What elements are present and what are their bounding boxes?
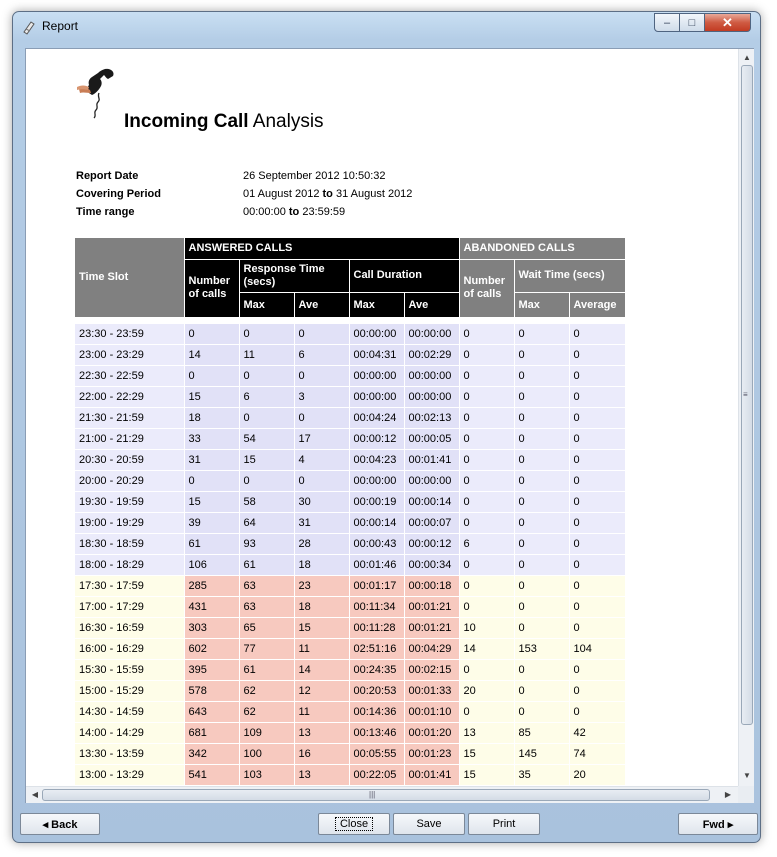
cell-response-ave: 11 bbox=[294, 701, 349, 722]
cell-abandoned-number: 0 bbox=[459, 575, 514, 596]
cell-time-slot: 14:30 - 14:59 bbox=[75, 701, 184, 722]
cell-abandoned-number: 20 bbox=[459, 680, 514, 701]
cell-response-max: 15 bbox=[239, 449, 294, 470]
cell-wait-average: 0 bbox=[569, 596, 625, 617]
meta-row bbox=[76, 185, 412, 203]
cell-abandoned-number: 0 bbox=[459, 407, 514, 428]
cell-response-max: 0 bbox=[239, 470, 294, 491]
meta-value-start: 26 September 2012 10:50:32 bbox=[243, 170, 386, 182]
cell-abandoned-number: 0 bbox=[459, 344, 514, 365]
cell-duration-ave: 00:00:00 bbox=[404, 470, 459, 491]
table-row bbox=[75, 743, 625, 764]
cell-abandoned-number: 0 bbox=[459, 554, 514, 575]
cell-duration-ave: 00:02:29 bbox=[404, 344, 459, 365]
cell-wait-average: 104 bbox=[569, 638, 625, 659]
cell-response-max: 64 bbox=[239, 512, 294, 533]
cell-abandoned-number: 0 bbox=[459, 596, 514, 617]
cell-wait-max: 145 bbox=[514, 743, 569, 764]
cell-duration-max: 00:01:46 bbox=[349, 554, 404, 575]
cell-wait-max: 0 bbox=[514, 449, 569, 470]
cell-response-ave: 0 bbox=[294, 365, 349, 386]
report-document bbox=[26, 49, 738, 786]
report-title-rest: Analysis bbox=[248, 111, 324, 132]
cell-duration-max: 00:04:23 bbox=[349, 449, 404, 470]
cell-response-max: 54 bbox=[239, 428, 294, 449]
vertical-scroll-thumb[interactable] bbox=[741, 65, 753, 725]
meta-value-start: 00:00:00 bbox=[243, 206, 289, 218]
cell-answered-number: 431 bbox=[184, 596, 239, 617]
meta-row bbox=[76, 203, 412, 221]
meta-value-joiner: to bbox=[288, 206, 300, 218]
print-button[interactable]: Print bbox=[468, 813, 540, 835]
cell-duration-max: 00:00:14 bbox=[349, 512, 404, 533]
col-header-abandoned-number: Number of calls bbox=[459, 259, 514, 317]
table-row bbox=[75, 617, 625, 638]
report-icon bbox=[21, 19, 37, 35]
cell-response-max: 0 bbox=[239, 407, 294, 428]
cell-response-ave: 14 bbox=[294, 659, 349, 680]
cell-response-ave: 28 bbox=[294, 533, 349, 554]
cell-time-slot: 19:00 - 19:29 bbox=[75, 512, 184, 533]
cell-duration-ave: 00:00:18 bbox=[404, 575, 459, 596]
cell-abandoned-number: 0 bbox=[459, 701, 514, 722]
col-header-response-max: Max bbox=[239, 292, 294, 317]
cell-abandoned-number: 6 bbox=[459, 533, 514, 554]
table-row bbox=[75, 512, 625, 533]
cell-wait-max: 0 bbox=[514, 470, 569, 491]
cell-time-slot: 22:00 - 22:29 bbox=[75, 386, 184, 407]
cell-duration-max: 00:20:53 bbox=[349, 680, 404, 701]
cell-response-max: 77 bbox=[239, 638, 294, 659]
close-icon: ✕ bbox=[722, 14, 733, 30]
cell-time-slot: 22:30 - 22:59 bbox=[75, 365, 184, 386]
cell-answered-number: 541 bbox=[184, 764, 239, 785]
cell-duration-ave: 00:00:34 bbox=[404, 554, 459, 575]
cell-time-slot: 21:00 - 21:29 bbox=[75, 428, 184, 449]
meta-value bbox=[243, 170, 386, 182]
cell-duration-max: 00:00:00 bbox=[349, 470, 404, 491]
cell-answered-number: 0 bbox=[184, 365, 239, 386]
cell-abandoned-number: 0 bbox=[459, 659, 514, 680]
cell-abandoned-number: 15 bbox=[459, 764, 514, 785]
cell-answered-number: 342 bbox=[184, 743, 239, 764]
cell-answered-number: 395 bbox=[184, 659, 239, 680]
cell-wait-average: 0 bbox=[569, 344, 625, 365]
table-row bbox=[75, 449, 625, 470]
cell-wait-max: 0 bbox=[514, 554, 569, 575]
cell-wait-average: 20 bbox=[569, 764, 625, 785]
header-abandoned-calls: ABANDONED CALLS bbox=[459, 238, 625, 259]
cell-wait-average: 0 bbox=[569, 323, 625, 344]
cell-wait-average: 0 bbox=[569, 680, 625, 701]
cell-response-max: 109 bbox=[239, 722, 294, 743]
table-row bbox=[75, 596, 625, 617]
cell-abandoned-number: 0 bbox=[459, 386, 514, 407]
cell-answered-number: 681 bbox=[184, 722, 239, 743]
cell-response-max: 63 bbox=[239, 596, 294, 617]
cell-duration-max: 00:13:46 bbox=[349, 722, 404, 743]
cell-response-max: 93 bbox=[239, 533, 294, 554]
table-body bbox=[75, 323, 625, 785]
col-header-response-time: Response Time (secs) bbox=[239, 259, 349, 292]
table-row bbox=[75, 407, 625, 428]
cell-abandoned-number: 0 bbox=[459, 449, 514, 470]
cell-duration-ave: 00:00:00 bbox=[404, 386, 459, 407]
cell-answered-number: 31 bbox=[184, 449, 239, 470]
cell-time-slot: 17:30 - 17:59 bbox=[75, 575, 184, 596]
col-header-wait-max: Max bbox=[514, 292, 569, 317]
cell-time-slot: 18:00 - 18:29 bbox=[75, 554, 184, 575]
report-viewer bbox=[25, 48, 754, 803]
horizontal-grip-icon: ||| bbox=[369, 790, 376, 799]
title-bar[interactable] bbox=[13, 12, 760, 42]
cell-duration-ave: 00:04:29 bbox=[404, 638, 459, 659]
cell-response-max: 61 bbox=[239, 659, 294, 680]
cell-duration-max: 00:05:55 bbox=[349, 743, 404, 764]
cell-abandoned-number: 0 bbox=[459, 323, 514, 344]
cell-response-ave: 18 bbox=[294, 554, 349, 575]
cell-duration-ave: 00:01:10 bbox=[404, 701, 459, 722]
cell-response-max: 100 bbox=[239, 743, 294, 764]
cell-duration-ave: 00:01:23 bbox=[404, 743, 459, 764]
cell-answered-number: 285 bbox=[184, 575, 239, 596]
cell-response-max: 62 bbox=[239, 701, 294, 722]
cell-time-slot: 15:00 - 15:29 bbox=[75, 680, 184, 701]
cell-time-slot: 16:30 - 16:59 bbox=[75, 617, 184, 638]
cell-time-slot: 13:00 - 13:29 bbox=[75, 764, 184, 785]
cell-response-ave: 12 bbox=[294, 680, 349, 701]
back-button[interactable]: ◂ Back bbox=[20, 813, 100, 835]
cell-duration-ave: 00:01:33 bbox=[404, 680, 459, 701]
cell-response-ave: 30 bbox=[294, 491, 349, 512]
cell-duration-max: 00:00:00 bbox=[349, 386, 404, 407]
cell-duration-max: 02:51:16 bbox=[349, 638, 404, 659]
cell-time-slot: 19:30 - 19:59 bbox=[75, 491, 184, 512]
cell-time-slot: 15:30 - 15:59 bbox=[75, 659, 184, 680]
cell-wait-average: 0 bbox=[569, 554, 625, 575]
cell-time-slot: 23:30 - 23:59 bbox=[75, 323, 184, 344]
cell-wait-average: 0 bbox=[569, 386, 625, 407]
cell-answered-number: 106 bbox=[184, 554, 239, 575]
cell-answered-number: 61 bbox=[184, 533, 239, 554]
scroll-corner bbox=[738, 786, 754, 803]
cell-answered-number: 15 bbox=[184, 491, 239, 512]
table-row bbox=[75, 575, 625, 596]
meta-value-start: 01 August 2012 bbox=[243, 188, 323, 200]
cell-response-ave: 4 bbox=[294, 449, 349, 470]
cell-wait-average: 0 bbox=[569, 449, 625, 470]
cell-wait-average: 0 bbox=[569, 512, 625, 533]
vertical-scrollbar[interactable] bbox=[738, 49, 754, 786]
cell-response-ave: 13 bbox=[294, 764, 349, 785]
cell-duration-ave: 00:00:05 bbox=[404, 428, 459, 449]
meta-value-end: 31 August 2012 bbox=[332, 188, 413, 200]
maximize-icon: □ bbox=[688, 16, 696, 29]
table-row bbox=[75, 764, 625, 785]
cell-response-ave: 6 bbox=[294, 344, 349, 365]
cell-answered-number: 643 bbox=[184, 701, 239, 722]
cell-duration-max: 00:11:28 bbox=[349, 617, 404, 638]
cell-wait-max: 0 bbox=[514, 491, 569, 512]
cell-response-ave: 0 bbox=[294, 470, 349, 491]
cell-response-max: 62 bbox=[239, 680, 294, 701]
cell-wait-max: 0 bbox=[514, 617, 569, 638]
cell-abandoned-number: 10 bbox=[459, 617, 514, 638]
cell-wait-max: 0 bbox=[514, 344, 569, 365]
cell-wait-max: 0 bbox=[514, 596, 569, 617]
window-title: Report bbox=[42, 19, 79, 33]
col-header-duration-ave: Ave bbox=[404, 292, 459, 317]
cell-duration-max: 00:00:00 bbox=[349, 323, 404, 344]
cell-duration-max: 00:11:34 bbox=[349, 596, 404, 617]
minimize-icon: – bbox=[663, 16, 671, 29]
cell-answered-number: 15 bbox=[184, 386, 239, 407]
report-meta bbox=[76, 167, 412, 221]
cell-time-slot: 13:30 - 13:59 bbox=[75, 743, 184, 764]
cell-duration-ave: 00:01:21 bbox=[404, 596, 459, 617]
report-title-bold: Incoming Call bbox=[124, 111, 249, 132]
cell-duration-ave: 00:00:00 bbox=[404, 365, 459, 386]
cell-response-max: 6 bbox=[239, 386, 294, 407]
cell-response-ave: 18 bbox=[294, 596, 349, 617]
table-row bbox=[75, 680, 625, 701]
cell-wait-max: 0 bbox=[514, 428, 569, 449]
meta-value bbox=[243, 206, 345, 218]
telephone-handset-icon bbox=[75, 67, 117, 119]
table-row bbox=[75, 491, 625, 512]
cell-duration-ave: 00:02:13 bbox=[404, 407, 459, 428]
cell-duration-max: 00:00:00 bbox=[349, 365, 404, 386]
cell-abandoned-number: 15 bbox=[459, 743, 514, 764]
horizontal-scrollbar[interactable] bbox=[26, 786, 738, 803]
cell-response-max: 65 bbox=[239, 617, 294, 638]
save-button[interactable]: Save bbox=[393, 813, 465, 835]
col-header-response-ave: Ave bbox=[294, 292, 349, 317]
cell-duration-ave: 00:02:15 bbox=[404, 659, 459, 680]
col-header-call-duration: Call Duration bbox=[349, 259, 459, 292]
cell-response-ave: 0 bbox=[294, 323, 349, 344]
cell-abandoned-number: 13 bbox=[459, 722, 514, 743]
cell-duration-max: 00:14:36 bbox=[349, 701, 404, 722]
close-window-button[interactable] bbox=[704, 13, 751, 32]
cell-duration-max: 00:04:31 bbox=[349, 344, 404, 365]
cell-time-slot: 16:00 - 16:29 bbox=[75, 638, 184, 659]
cell-response-max: 103 bbox=[239, 764, 294, 785]
cell-time-slot: 20:30 - 20:59 bbox=[75, 449, 184, 470]
horizontal-scroll-thumb[interactable] bbox=[42, 789, 710, 801]
cell-answered-number: 33 bbox=[184, 428, 239, 449]
cell-response-ave: 11 bbox=[294, 638, 349, 659]
col-header-wait-time: Wait Time (secs) bbox=[514, 259, 625, 292]
col-header-answered-number: Number of calls bbox=[184, 259, 239, 317]
cell-wait-max: 0 bbox=[514, 365, 569, 386]
cell-wait-max: 35 bbox=[514, 764, 569, 785]
scroll-right-icon[interactable]: ▶ bbox=[724, 790, 732, 799]
vertical-grip-icon: ≡ bbox=[743, 390, 748, 399]
button-bar bbox=[13, 810, 762, 840]
cell-wait-max: 0 bbox=[514, 575, 569, 596]
cell-wait-max: 153 bbox=[514, 638, 569, 659]
header-answered-calls: ANSWERED CALLS bbox=[184, 238, 459, 259]
close-button-label: Close bbox=[335, 817, 373, 831]
cell-abandoned-number: 14 bbox=[459, 638, 514, 659]
table-row bbox=[75, 701, 625, 722]
cell-wait-average: 42 bbox=[569, 722, 625, 743]
cell-response-max: 58 bbox=[239, 491, 294, 512]
cell-duration-ave: 00:00:00 bbox=[404, 323, 459, 344]
cell-response-max: 0 bbox=[239, 323, 294, 344]
cell-answered-number: 14 bbox=[184, 344, 239, 365]
cell-abandoned-number: 0 bbox=[459, 512, 514, 533]
meta-label: Report Date bbox=[76, 170, 139, 182]
table-row bbox=[75, 344, 625, 365]
cell-response-ave: 23 bbox=[294, 575, 349, 596]
cell-time-slot: 23:00 - 23:29 bbox=[75, 344, 184, 365]
cell-abandoned-number: 0 bbox=[459, 470, 514, 491]
cell-duration-ave: 00:01:21 bbox=[404, 617, 459, 638]
scroll-up-icon[interactable]: ▲ bbox=[743, 53, 751, 62]
cell-abandoned-number: 0 bbox=[459, 428, 514, 449]
cell-wait-average: 0 bbox=[569, 659, 625, 680]
cell-duration-max: 00:00:12 bbox=[349, 428, 404, 449]
cell-response-max: 63 bbox=[239, 575, 294, 596]
meta-value-joiner: to bbox=[322, 188, 333, 200]
cell-answered-number: 0 bbox=[184, 470, 239, 491]
cell-response-max: 0 bbox=[239, 365, 294, 386]
meta-value-end: 23:59:59 bbox=[299, 206, 346, 218]
meta-row bbox=[76, 167, 412, 185]
cell-abandoned-number: 0 bbox=[459, 365, 514, 386]
cell-duration-ave: 00:00:07 bbox=[404, 512, 459, 533]
cell-duration-ave: 00:01:20 bbox=[404, 722, 459, 743]
cell-time-slot: 20:00 - 20:29 bbox=[75, 470, 184, 491]
scroll-left-icon[interactable]: ◀ bbox=[31, 790, 39, 799]
cell-wait-average: 0 bbox=[569, 365, 625, 386]
meta-label: Time range bbox=[76, 206, 135, 218]
cell-answered-number: 578 bbox=[184, 680, 239, 701]
cell-wait-max: 0 bbox=[514, 680, 569, 701]
cell-time-slot: 17:00 - 17:29 bbox=[75, 596, 184, 617]
cell-response-ave: 31 bbox=[294, 512, 349, 533]
cell-response-max: 61 bbox=[239, 554, 294, 575]
col-header-time-slot: Time Slot bbox=[75, 238, 184, 317]
cell-response-ave: 16 bbox=[294, 743, 349, 764]
cell-response-ave: 3 bbox=[294, 386, 349, 407]
report-window bbox=[12, 11, 761, 843]
table-row bbox=[75, 386, 625, 407]
table-row bbox=[75, 722, 625, 743]
cell-answered-number: 39 bbox=[184, 512, 239, 533]
cell-answered-number: 18 bbox=[184, 407, 239, 428]
cell-wait-average: 0 bbox=[569, 617, 625, 638]
col-header-duration-max: Max bbox=[349, 292, 404, 317]
cell-wait-max: 0 bbox=[514, 659, 569, 680]
table-row bbox=[75, 323, 625, 344]
cell-duration-ave: 00:01:41 bbox=[404, 764, 459, 785]
meta-value bbox=[243, 188, 412, 200]
cell-duration-ave: 00:00:14 bbox=[404, 491, 459, 512]
cell-time-slot: 14:00 - 14:29 bbox=[75, 722, 184, 743]
cell-duration-max: 00:01:17 bbox=[349, 575, 404, 596]
cell-time-slot: 18:30 - 18:59 bbox=[75, 533, 184, 554]
cell-response-ave: 13 bbox=[294, 722, 349, 743]
table-row bbox=[75, 533, 625, 554]
cell-response-ave: 0 bbox=[294, 407, 349, 428]
cell-abandoned-number: 0 bbox=[459, 491, 514, 512]
table-row bbox=[75, 638, 625, 659]
table-row bbox=[75, 470, 625, 491]
cell-wait-average: 0 bbox=[569, 407, 625, 428]
cell-wait-max: 0 bbox=[514, 533, 569, 554]
cell-wait-average: 0 bbox=[569, 470, 625, 491]
table-row bbox=[75, 365, 625, 386]
cell-answered-number: 303 bbox=[184, 617, 239, 638]
col-header-wait-average: Average bbox=[569, 292, 625, 317]
cell-wait-average: 0 bbox=[569, 491, 625, 512]
cell-duration-max: 00:04:24 bbox=[349, 407, 404, 428]
cell-wait-average: 0 bbox=[569, 701, 625, 722]
cell-duration-ave: 00:01:41 bbox=[404, 449, 459, 470]
cell-answered-number: 0 bbox=[184, 323, 239, 344]
cell-wait-max: 0 bbox=[514, 407, 569, 428]
cell-response-max: 11 bbox=[239, 344, 294, 365]
call-analysis-table bbox=[75, 238, 626, 786]
minimize-button[interactable] bbox=[654, 13, 680, 32]
cell-wait-average: 0 bbox=[569, 533, 625, 554]
cell-duration-max: 00:24:35 bbox=[349, 659, 404, 680]
cell-wait-average: 0 bbox=[569, 575, 625, 596]
cell-wait-average: 0 bbox=[569, 428, 625, 449]
table-row bbox=[75, 428, 625, 449]
report-title bbox=[124, 111, 324, 133]
cell-wait-max: 0 bbox=[514, 386, 569, 407]
table-row bbox=[75, 554, 625, 575]
cell-wait-average: 74 bbox=[569, 743, 625, 764]
close-button[interactable] bbox=[318, 813, 390, 835]
cell-duration-max: 00:00:19 bbox=[349, 491, 404, 512]
cell-wait-max: 0 bbox=[514, 701, 569, 722]
cell-wait-max: 0 bbox=[514, 323, 569, 344]
cell-answered-number: 602 bbox=[184, 638, 239, 659]
cell-time-slot: 21:30 - 21:59 bbox=[75, 407, 184, 428]
cell-wait-max: 85 bbox=[514, 722, 569, 743]
table-row bbox=[75, 659, 625, 680]
cell-wait-max: 0 bbox=[514, 512, 569, 533]
cell-response-ave: 15 bbox=[294, 617, 349, 638]
cell-response-ave: 17 bbox=[294, 428, 349, 449]
cell-duration-ave: 00:00:12 bbox=[404, 533, 459, 554]
cell-duration-max: 00:22:05 bbox=[349, 764, 404, 785]
maximize-button[interactable] bbox=[679, 13, 705, 32]
scroll-down-icon[interactable]: ▼ bbox=[743, 771, 751, 780]
forward-button[interactable]: Fwd ▸ bbox=[678, 813, 758, 835]
cell-duration-max: 00:00:43 bbox=[349, 533, 404, 554]
meta-label: Covering Period bbox=[76, 188, 161, 200]
